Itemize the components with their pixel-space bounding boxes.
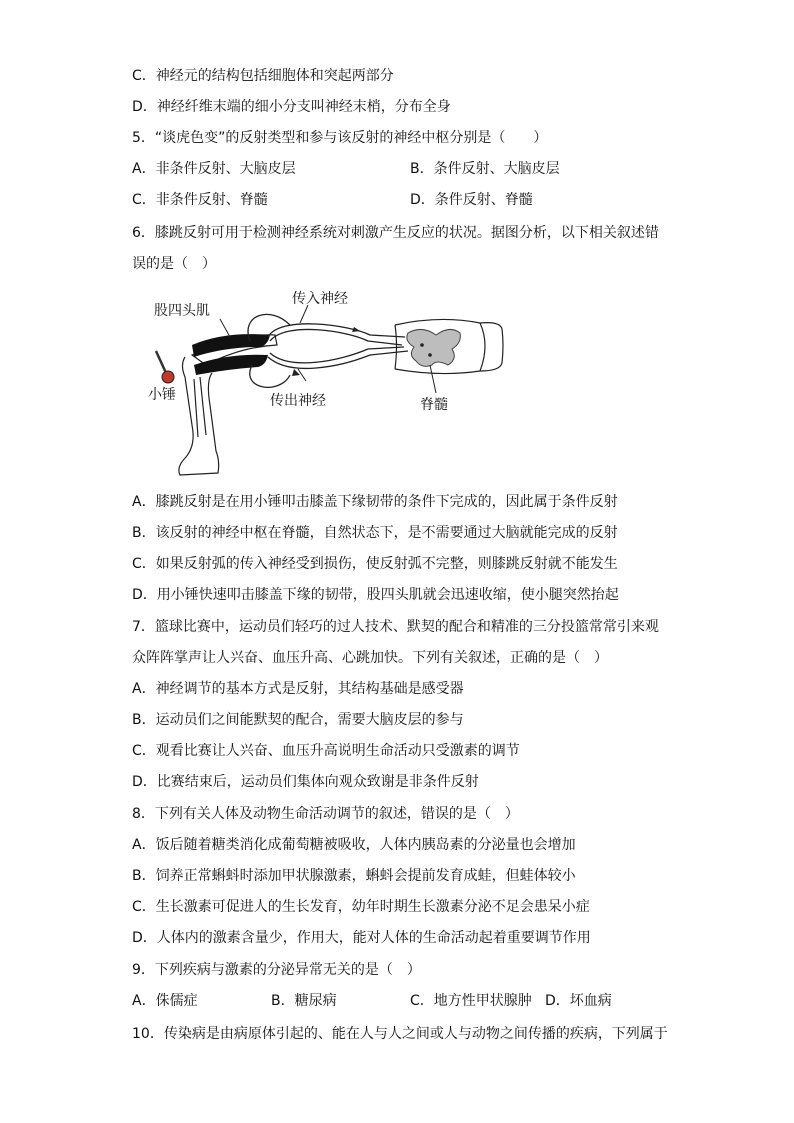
q9-option-c: C．地方性甲状腺肿 (410, 993, 532, 1009)
q8-option-a: A．饭后随着糖类消化成葡萄糖被吸收，人体内胰岛素的分泌量也会增加 (132, 837, 576, 853)
q7-option-b: B．运动员们之间能默契的配合，需要大脑皮层的参与 (132, 712, 464, 728)
label-quadriceps: 股四头肌 (154, 303, 210, 319)
q8-stem: 8．下列有关人体及动物生命活动调节的叙述，错误的是（ ） (132, 806, 519, 822)
label-leaders (220, 305, 436, 393)
q9-option-b: B．糖尿病 (271, 993, 337, 1009)
q6-option-a: A．膝跳反射是在用小锤叩击膝盖下缘韧带的条件下完成的，因此属于条件反射 (132, 494, 618, 510)
hammer-icon (156, 351, 174, 383)
q9-option-a: A．侏儒症 (132, 993, 198, 1009)
q9-stem: 9．下列疾病与激素的分泌异常无关的是（ ） (132, 962, 421, 978)
q8-option-c: C．生长激素可促进人的生长发育，幼年时期生长激素分泌不足会患呆小症 (132, 899, 590, 915)
q5-option-b: B．条件反射、大脑皮层 (410, 161, 560, 177)
q7-option-d: D．比赛结束后，运动员们集体向观众致谢是非条件反射 (132, 774, 479, 790)
label-spinal-cord: 脊髓 (420, 397, 448, 413)
label-hammer: 小锤 (148, 387, 176, 403)
label-efferent-nerve: 传出神经 (270, 393, 326, 409)
nerve-paths (248, 314, 408, 387)
q4-option-c: C．神经元的结构包括细胞体和突起两部分 (132, 68, 394, 84)
q4-option-d: D．神经纤维末端的细小分支叫神经末梢，分布全身 (132, 99, 451, 115)
spinal-cord-grey-matter (407, 329, 460, 366)
q7-option-c: C．观看比赛让人兴奋、血压升高说明生命活动只受激素的调节 (132, 743, 520, 759)
q10-stem-line1: 10．传染病是由病原体引起的、能在人与人之间或人与动物之间传播的疾病，下列属于 (132, 1026, 668, 1042)
q6-stem-line1: 6．膝跳反射可用于检测神经系统对刺激产生反应的状况。据图分析，以下相关叙述错 (132, 225, 659, 241)
q6-stem-line2: 误的是（ ） (132, 256, 216, 272)
q6-option-c: C．如果反射弧的传入神经受到损伤，使反射弧不完整，则膝跳反射就不能发生 (132, 556, 618, 572)
q5-option-a: A．非条件反射、大脑皮层 (132, 161, 296, 177)
q6-option-b: B．该反射的神经中枢在脊髓，自然状态下，是不需要通过大脑就能完成的反射 (132, 525, 618, 541)
knee-jerk-reflex-diagram (140, 285, 520, 480)
q5-stem: 5．“谈虎色变”的反射类型和参与该反射的神经中枢分别是（ ） (132, 130, 548, 146)
q7-stem-line1: 7．篮球比赛中，运动员们轻巧的过人技术、默契的配合和精准的三分投篮常常引来观 (132, 619, 659, 635)
q5-option-c: C．非条件反射、脊髓 (132, 192, 268, 208)
label-afferent-nerve: 传入神经 (292, 291, 348, 307)
q5-option-d: D．条件反射、脊髓 (410, 192, 533, 208)
q7-stem-line2: 众阵阵掌声让人兴奋、血压升高、心跳加快。下列有关叙述，正确的是（ ） (132, 650, 608, 666)
q7-option-a: A．神经调节的基本方式是反射，其结构基础是感受器 (132, 681, 464, 697)
q8-option-d: D．人体内的激素含量少，作用大，能对人体的生命活动起着重要调节作用 (132, 930, 591, 946)
q9-option-d: D．坏血病 (545, 993, 612, 1009)
q8-option-b: B．饲养正常蝌蚪时添加甲状腺激素，蝌蚪会提前发育成蛙，但蛙体较小 (132, 868, 576, 884)
q6-option-d: D．用小锤快速叩击膝盖下缘的韧带，股四头肌就会迅速收缩，使小腿突然抬起 (132, 587, 619, 603)
